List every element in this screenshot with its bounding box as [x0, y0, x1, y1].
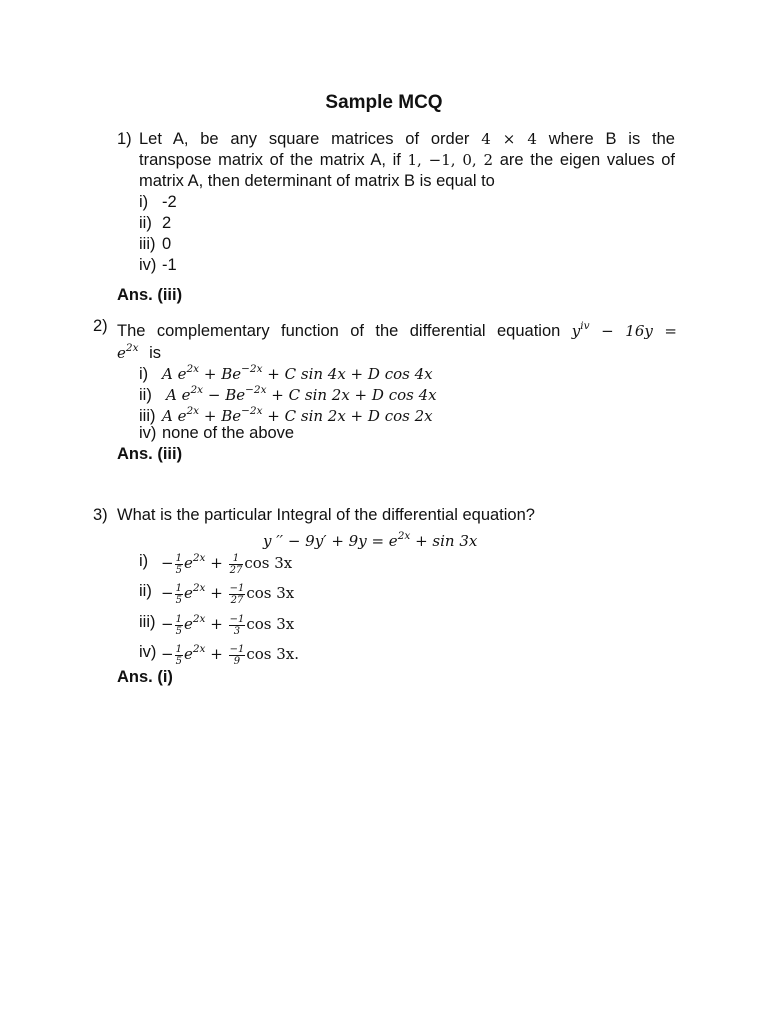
option-label: ii) [139, 386, 152, 404]
q1-line2-pre: transpose matrix of the matrix A, if [139, 151, 401, 169]
option-label: iii) [139, 407, 156, 425]
q3-option-2 [139, 578, 294, 606]
q1-option-2 [139, 213, 171, 234]
q1-option-1 [139, 192, 177, 213]
option-text: -1 [162, 256, 177, 274]
option-label: ii) [139, 582, 152, 601]
option-math: A $e^{2x} - Be^{-2x} + C$ sin 2x + D cos 4x [166, 384, 437, 404]
option-label: i) [139, 365, 149, 383]
q1-eigenvalues: 1, −1, 0, 2 [407, 151, 494, 169]
option-math: − $\frac{1}{5}$ $e^{2x}$ + $\frac{-1}{9}$ cos 3x. [161, 643, 300, 667]
option-label: iv) [139, 256, 157, 274]
q1-option-3 [139, 234, 171, 255]
q1-answer: Ans. (iii) [117, 286, 183, 304]
option-label: iv) [139, 643, 157, 662]
option-label: iv) [139, 424, 157, 442]
option-label: iii) [139, 235, 156, 253]
option-text: 0 [162, 235, 172, 253]
question-1-line-2 [139, 150, 675, 171]
option-label: i) [139, 552, 149, 571]
q2-equation-lhs: $y^{iv} - 16y$ = [571, 320, 677, 340]
q2-line1-text: The complementary function of the differential equation [117, 322, 561, 340]
option-label: iii) [139, 613, 156, 632]
option-text: none of the above [162, 424, 295, 442]
option-text: 2 [162, 214, 172, 232]
option-math: − $\frac{1}{5}$ $e^{2x}$ + $\frac{1}{27}$ cos 3x [161, 552, 293, 576]
option-text: -2 [162, 193, 177, 211]
q2-line2-text: is [149, 344, 162, 362]
page-title: Sample MCQ [325, 92, 443, 113]
option-math: − $\frac{1}{5}$ $e^{2x}$ + $\frac{-1}{27}$ cos 3x [161, 582, 295, 606]
q2-equation-rhs: $e^{2x}$ [117, 342, 139, 362]
question-3-text: What is the particular Integral of the differential equation? [117, 506, 535, 524]
q2-answer: Ans. (iii) [117, 445, 183, 463]
question-1-line-3: matrix A, then determinant of matrix B is equal to [139, 172, 495, 190]
q1-line1-post: where B is the [548, 130, 675, 148]
q3-option-4 [139, 639, 299, 667]
option-math: A $e^{2x} + Be^{-2x} + C$ sin 4x + D cos 4x [162, 363, 433, 383]
option-label: ii) [139, 214, 152, 232]
q3-option-1 [139, 548, 292, 576]
question-3-number: 3) [93, 506, 108, 524]
q3-equation: y ′′ − $9y' + 9y = e^{2x} + \sin 3x$ [263, 530, 478, 550]
question-1-line-1 [139, 129, 675, 150]
question-2-number: 2) [93, 317, 108, 335]
q1-line2-post: are the eigen values of [499, 151, 675, 169]
q1-line1-pre: Let A, be any square matrices of order [139, 130, 470, 148]
q3-option-3 [139, 609, 294, 637]
q1-matrix-order: 4 × 4 [481, 130, 537, 148]
option-label: i) [139, 193, 149, 211]
q3-answer: Ans. (i) [117, 668, 173, 686]
q1-option-4 [139, 255, 177, 276]
question-1-number: 1) [117, 130, 132, 148]
option-math: A $e^{2x} + Be^{-2x} + C$ sin 2x + D cos 2x [162, 405, 433, 425]
option-math: − $\frac{1}{5}$ $e^{2x}$ + $\frac{-1}{3}$ cos 3x [161, 613, 295, 637]
question-2-line-1 [117, 316, 677, 342]
q2-option-4 [139, 423, 294, 444]
